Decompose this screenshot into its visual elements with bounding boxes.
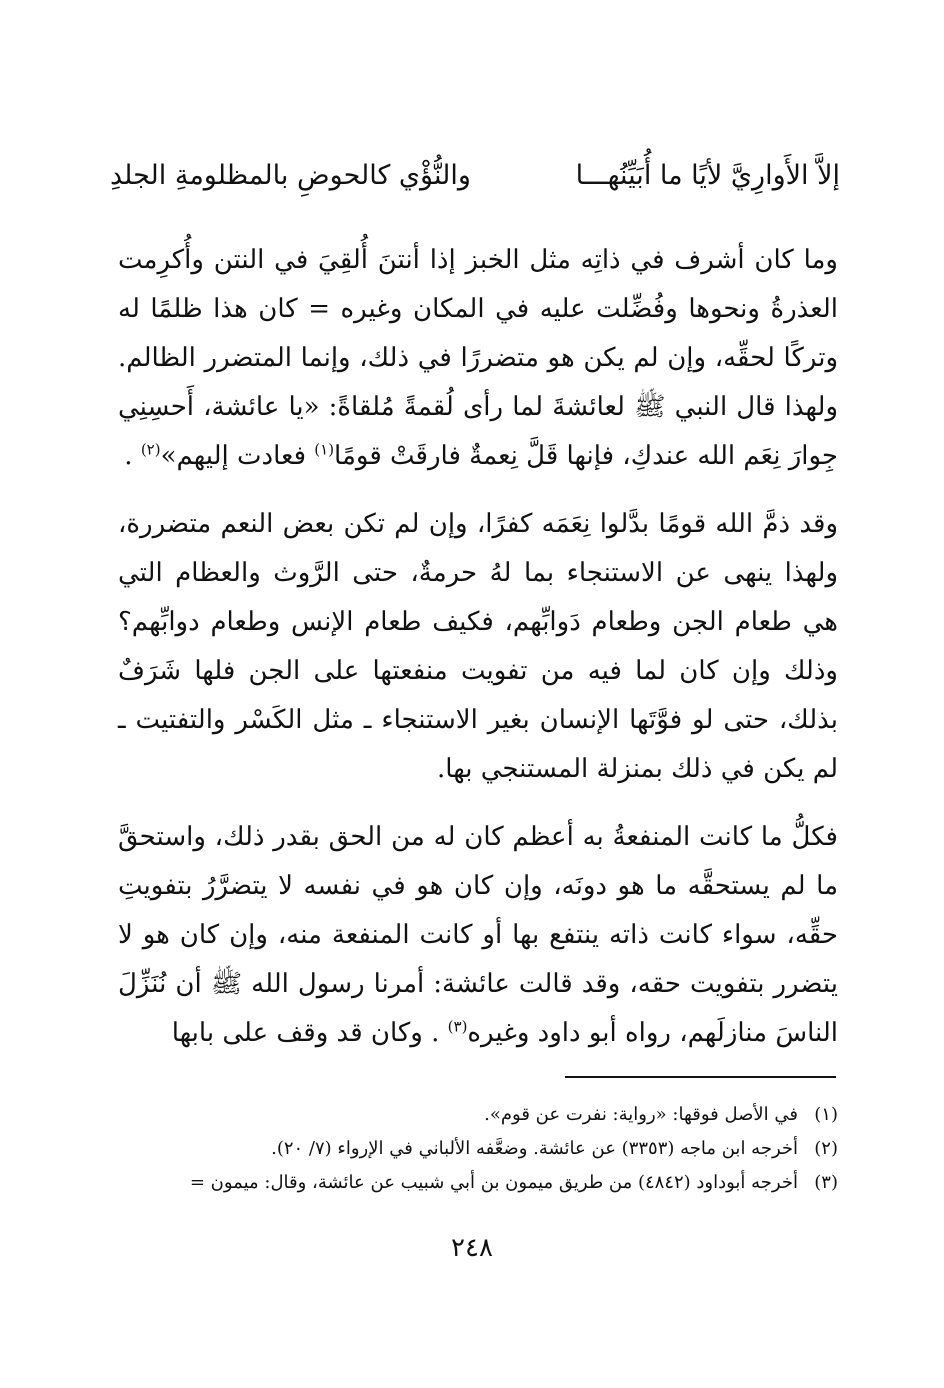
footnote-ref-1: (١) xyxy=(314,440,335,459)
poetry-verse xyxy=(110,152,840,200)
verse-second-hemistich: والنُّؤْي كالحوضِ بالمظلومةِ الجلدِ xyxy=(110,160,471,191)
footnote-2-number: (٢) xyxy=(814,1138,838,1159)
footnote-2-text: أخرجه ابن ماجه (٣٣٥٣) عن عائشة. وضعَّفه الألباني في الإرواء (٧/ ٢٠). xyxy=(271,1138,798,1159)
paragraph-2: وقد ذمَّ الله قومًا بدَّلوا نِعَمَه كفرًا، وإن لم تكن بعض النعم متضررة، ولهذا ينهى عن الاستنجاء بما لهُ حرمةٌ، حتى الرَّوث والعظام التي هي طعام الجن وطعام دَوابِّهم، فكيف طعام الإنس وطعام دوابِّهم؟ وذلك وإن كان لما فيه من تفويت منفعتها على الجن فلها شَرَفٌ بذلك، حتى لو فوَّتَها الإنسان بغير الاستنجاء ـ مثل الكَسْر والتفتيت ـ لم يكن في ذلك بمنزلة المستنجي بها. xyxy=(118,509,838,784)
footnote-3 xyxy=(118,1166,838,1200)
page-number: ٢٤٨ xyxy=(451,1233,493,1263)
paragraph-3-end: . وكان قد وقف على بابها xyxy=(171,1018,448,1048)
footnote-1 xyxy=(118,1098,838,1132)
paragraph-1-end: . xyxy=(124,441,141,471)
footnote-1-number: (١) xyxy=(814,1104,838,1125)
footnote-ref-2: (٢) xyxy=(140,440,161,459)
paragraph-1-text: وما كان أشرف في ذاتِه مثل الخبز إذا أنتنَ أُلقِيَ في النتن وأُكرِمت العذرةُ ونحوها وفُضِّلت عليه في المكان وغيره = كان هذا ظلمًا له وتركًا لحقِّه، وإن لم يكن هو متضررًا في ذلك، وإنما المتضرر الظالم. ولهذا قال النبي ﷺ لعائشةَ لما رأى لُقمةً مُلقاةً: «يا عائشة، أَحسِنِي جِوارَ نِعَم الله عندكِ، فإنها قَلَّ نِعمةٌ فارقَتْ قومًا xyxy=(118,245,838,471)
verse-first-hemistich: إلاَّ الأَوارِيَّ لأيًا ما أُبَيِّنُهـــا xyxy=(575,160,840,191)
footnote-1-text: في الأصل فوقها: «رواية: نفرت عن قوم». xyxy=(484,1104,798,1125)
footnote-2 xyxy=(118,1132,838,1166)
footnote-3-number: (٣) xyxy=(814,1172,838,1193)
paragraph-3 xyxy=(118,813,838,1058)
paragraph-1-text-continued: فعادت إليهم» xyxy=(160,441,315,471)
footnote-separator xyxy=(565,1076,836,1078)
footnotes xyxy=(118,1098,838,1200)
paragraph-3-text: فكلُّ ما كانت المنفعةُ به أعظم كان له من الحق بقدر ذلك، واستحقَّ ما لم يستحقَّه ما هو دونَه، وإن كان هو في نفسه لا يتضرَّرُ بتفويتِ حقِّه، سواء كانت ذاته ينتفع بها أو كانت المنفعة منه، وإن كان هو لا يتضرر بتفويت حقه، وقد قالت عائشة: أمرنا رسول الله ﷺ أن نُنَزِّلَ الناسَ منازلَهم، رواه أبو داود وغيره xyxy=(118,822,838,1048)
footnote-3-text: أخرجه أبوداود (٤٨٤٢) من طريق ميمون بن أبي شبيب عن عائشة، وقال: ميمون = xyxy=(189,1172,798,1193)
paragraph-1 xyxy=(118,236,838,481)
footnote-ref-3: (٣) xyxy=(447,1017,468,1036)
